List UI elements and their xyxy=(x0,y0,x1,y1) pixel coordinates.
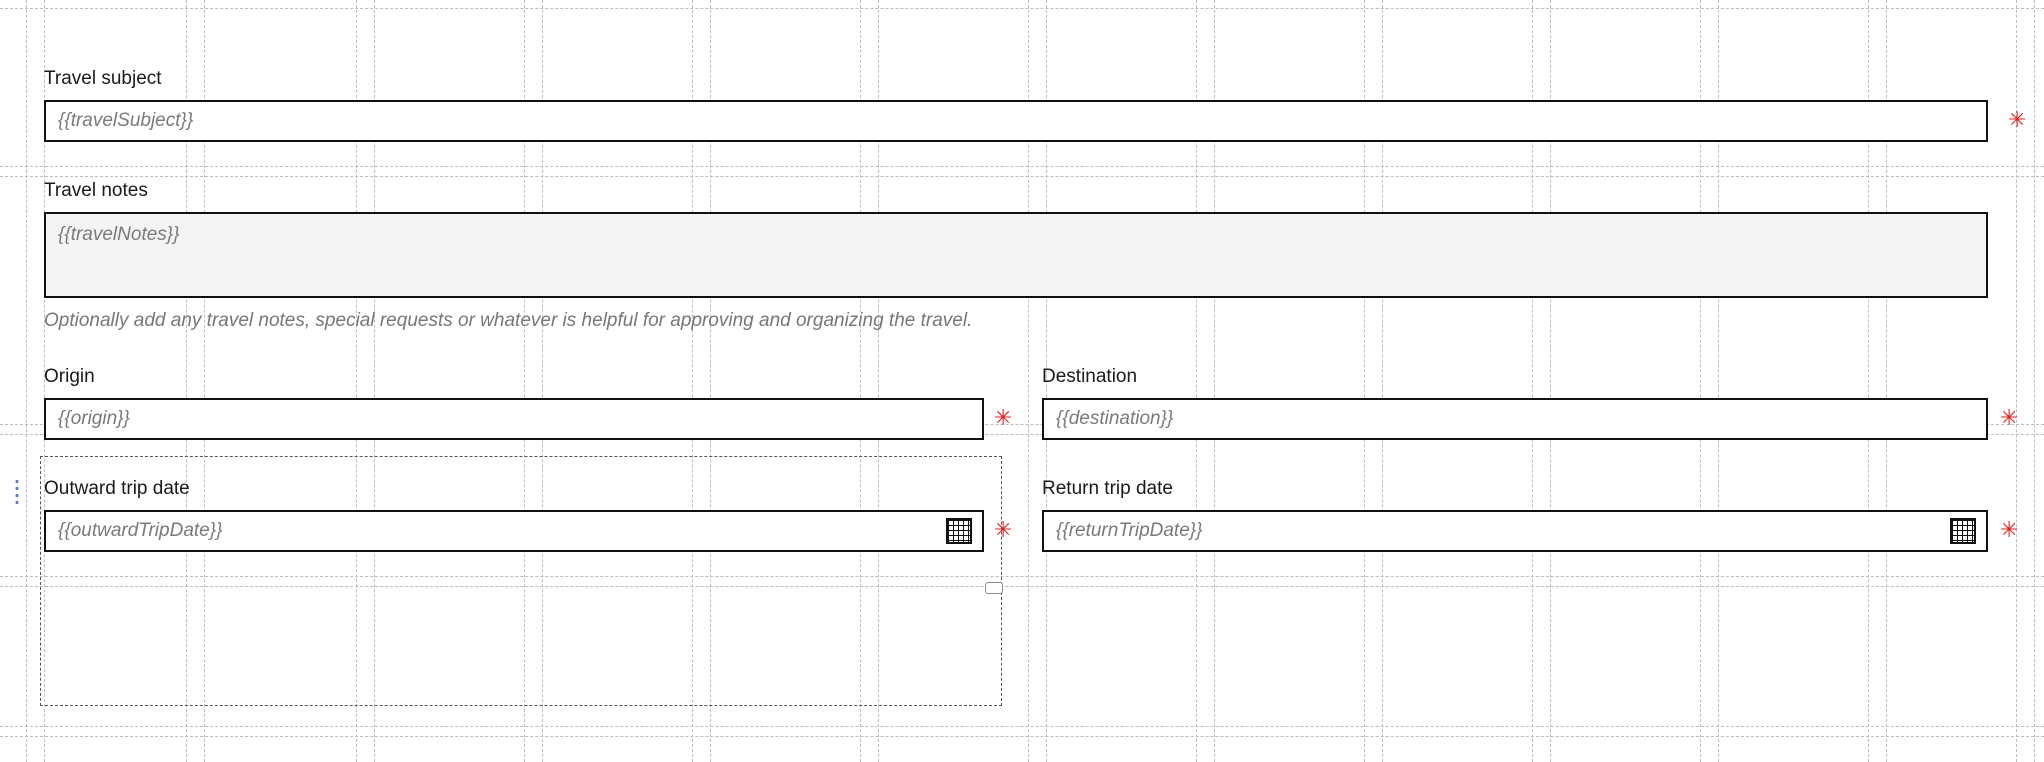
travel-subject-required-marker: ✳ xyxy=(2008,108,2027,133)
row-travel-notes xyxy=(44,180,2004,332)
row-origin-destination xyxy=(44,366,2019,440)
return-trip-date-placeholder: {{returnTripDate}} xyxy=(1056,520,1203,541)
destination-input[interactable] xyxy=(1042,398,1988,440)
outward-trip-date-input[interactable] xyxy=(44,510,984,552)
field-travel-subject xyxy=(44,68,2027,142)
travel-notes-placeholder: {{travelNotes}} xyxy=(58,224,180,245)
calendar-icon[interactable] xyxy=(1950,518,1976,544)
drag-handle[interactable] xyxy=(14,478,20,504)
outward-trip-date-placeholder: {{outwardTripDate}} xyxy=(58,520,223,541)
origin-input[interactable] xyxy=(44,398,984,440)
field-origin xyxy=(44,366,1013,440)
tooltip-nub-icon xyxy=(985,582,1003,594)
origin-placeholder: {{origin}} xyxy=(58,408,130,429)
return-trip-date-required-marker: ✳ xyxy=(2000,518,2019,543)
calendar-icon[interactable] xyxy=(946,518,972,544)
origin-required-marker: ✳ xyxy=(994,406,1013,431)
origin-label: Origin xyxy=(44,366,95,387)
field-return-trip-date xyxy=(1042,478,2019,552)
row-travel-subject xyxy=(44,68,2027,142)
travel-subject-label: Travel subject xyxy=(44,68,162,89)
field-destination xyxy=(1042,366,2019,440)
field-outward-trip-date xyxy=(44,478,1013,552)
travel-notes-helper-text: Optionally add any travel notes, special requests or whatever is helpful for approving and organizing the travel. xyxy=(44,310,973,331)
outward-trip-date-required-marker: ✳ xyxy=(994,518,1013,543)
destination-required-marker: ✳ xyxy=(2000,406,2019,431)
travel-notes-label: Travel notes xyxy=(44,180,148,201)
outward-trip-date-label: Outward trip date xyxy=(44,478,190,499)
row-trip-dates xyxy=(44,478,2019,552)
destination-placeholder: {{destination}} xyxy=(1056,408,1174,429)
return-trip-date-label: Return trip date xyxy=(1042,478,1173,499)
travel-subject-input[interactable] xyxy=(44,100,1988,142)
field-travel-notes xyxy=(44,180,1988,332)
destination-label: Destination xyxy=(1042,366,1138,387)
return-trip-date-input[interactable] xyxy=(1042,510,1988,552)
travel-subject-placeholder: {{travelSubject}} xyxy=(58,110,194,131)
travel-notes-textarea[interactable] xyxy=(44,212,1988,298)
